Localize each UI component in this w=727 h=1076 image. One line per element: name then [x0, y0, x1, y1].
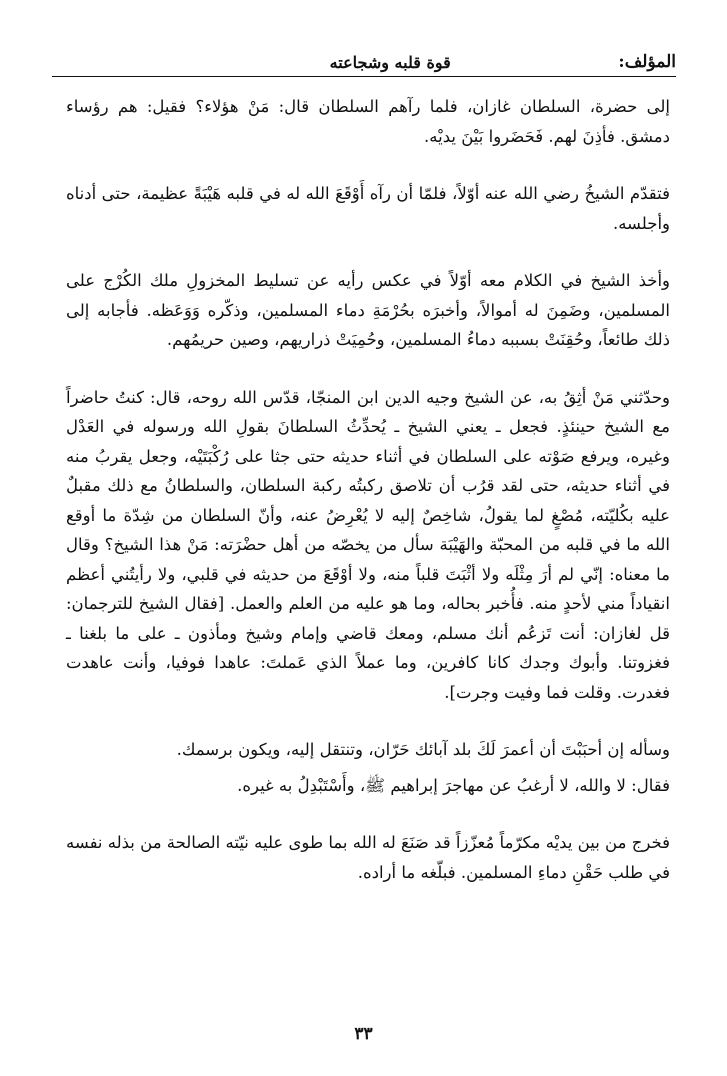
- chapter-title: قوة قلبه وشجاعته: [329, 53, 451, 72]
- paragraph: فتقدّم الشيخُ رضي الله عنه أوّلاً، فلمّا أن رآه أَوْقَعَ الله له في قلبه هَيْبَةً عظيمة، حتى أدناه وأجلسه.: [66, 184, 670, 233]
- author-label: المؤلف:: [618, 52, 676, 72]
- paragraph: إلى حضرة، السلطان غازان، فلما رآهم السلطان قال: مَنْ هؤلاء؟ فقيل: هم رؤساء دمشق. فأذِنَ لهم. فَحَضَروا بَيْنَ يديْه.: [66, 97, 670, 146]
- page-number: ٣٣: [354, 1024, 373, 1044]
- paragraph: وحدّثني مَنْ أثِقُ به، عن الشيخ وجيه الدين ابن المنجّا، قدّس الله روحه، قال: كنتُ حاضراً مع الشيخ حينئذٍ. فجعل ـ يعني الشيخ ـ يُحدِّثُ السلطانَ بقولِ الله ورسوله في العَدْل وغيره، ويرفع صَوْته على السلطان في أثناء حديثه حتى جثا على رُكْبَتَيْه، وجعل يقربُ منه في أثناء حديثه، حتى لقد قرُب أن تلاصق ركبتُه ركبة السلطان، والسلطانُ مع ذلك مقبلٌ عليه بكُليّته، مُصْغٍ لما يقولُ، شاخِصٌ إليه لا يُعْرِضُ عنه، وأنّ السلطان من شِدّة ما أوقع الله ما في قلبه من المحبّة والهَيْبَة سأل من يخصّه من أهل حضْرَته: مَنْ هذا الشيخ؟ وقال ما معناه: إنّي لم أرَ مِثْلَه ولا أثْبَتَ قلباً منه، ولا أوْقَعَ من حديثه في قلبي، ولا رأيتُني أعظم انقياداً مني لأحدٍ منه. فأُخبر بحاله، وما هو عليه من العلم والعمل. [فقال الشيخ للترجمان: قل لغازان: أنت تَزعُم أنك مسلم، ومعك قاضي وإمام وشيخ ومأذون ـ على ما بلغنا ـ فغزوتنا. وأبوك وجدك كانا كافرين، وما عملاً الذي عَملتَ: عاهدا فوفيا، وأنت عاهدت فغدرت. وقلت فما وفيت وجرت].: [66, 387, 670, 702]
- paragraph: وسأله إن أحبَبْتَ أن أعمرَ لَكَ بلد آبائك حَرّان، وتنتقل إليه، ويكون برسمك.: [176, 740, 670, 759]
- running-header: [52, 40, 676, 72]
- paragraph: فخرج من بين يديْه مكرّماً مُعزّزاً قد صَنَعَ له الله بما طوى عليه نيّته الصالحة من بذله نفسه في طلب حَقْنِ دماءِ المسلمين. فبلّغه ما أراده.: [66, 833, 670, 882]
- paragraph: وأخذ الشيخ في الكلام معه أوّلاً في عكس رأيه عن تسليط المخزولِ ملك الكُرْج على المسلمين، وضَمِنَ له أموالاً، وأخبرَه بحُرْمَةِ دماء المسلمين، وذكّره وَوَعَظه. فأجابه إلى ذلك طائعاً، وحُقِنَتْ بسببه دماءُ المسلمين، وحُمِيَتْ ذراريهم، وصين حريمُهم.: [66, 271, 670, 349]
- paragraph: فقال: لا والله، لا أرغبُ عن مهاجرَ إبراهيم ﷺ، وأَسْتَبْدِلُ به غيره.: [237, 775, 670, 795]
- page-body: [66, 92, 670, 915]
- header-rule: [52, 76, 676, 77]
